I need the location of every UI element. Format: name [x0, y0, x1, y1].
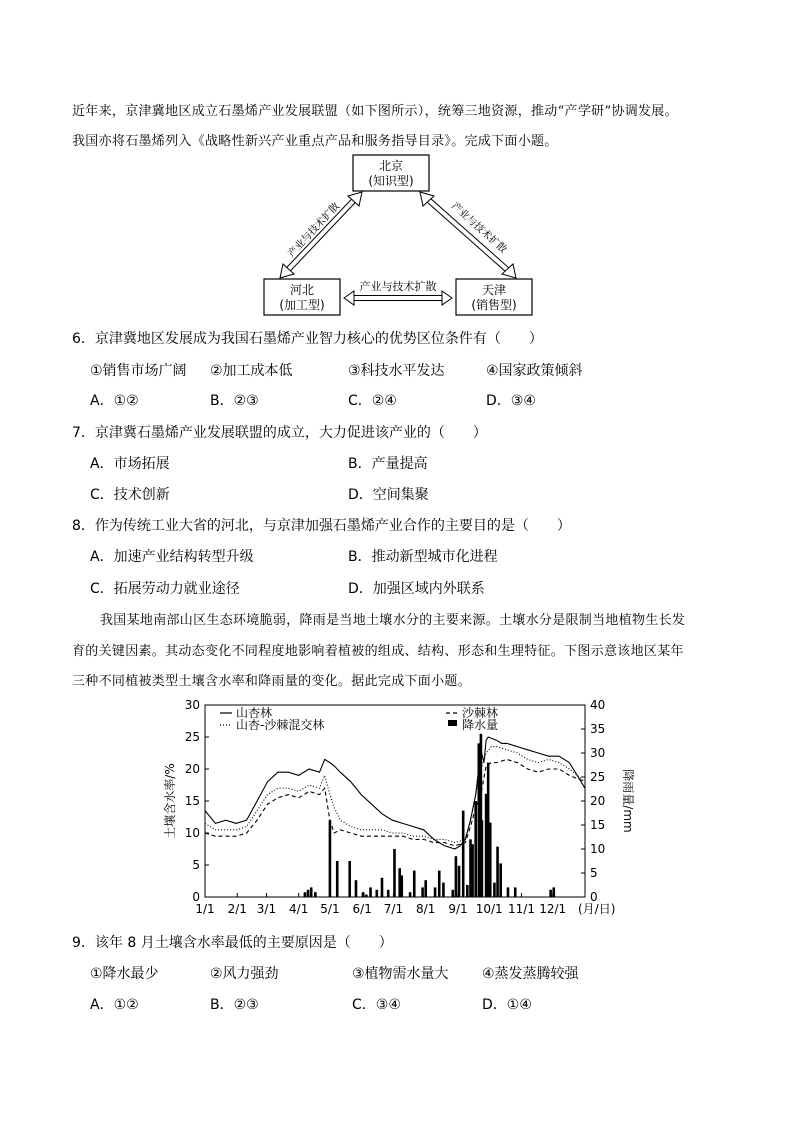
rainfall-bar — [455, 856, 458, 897]
tianjin-type: (销售型) — [471, 298, 517, 312]
arrow-beijing-hebei — [280, 192, 362, 278]
passage1-line2: 我国亦将石墨烯列入《战略性新兴产业重点产品和服务指导目录》。完成下面小题。 — [72, 134, 558, 149]
q6-option-c[interactable]: C．②④ — [348, 393, 397, 409]
rainfall-bar — [314, 892, 317, 897]
q6-option-a[interactable]: A．①② — [90, 393, 139, 409]
rainfall-bar — [409, 892, 412, 897]
y2-tick-label: 5 — [590, 866, 598, 880]
x-tick-label: 7/1 — [383, 902, 404, 916]
q6-item: ①销售市场广阔 — [90, 363, 187, 379]
rainfall-bar — [310, 887, 313, 897]
rainfall-bar — [507, 887, 510, 897]
hebei-type: (加工型) — [279, 298, 325, 312]
y-tick-label: 10 — [184, 826, 200, 840]
legend — [220, 705, 498, 732]
y2-tick-label: 0 — [590, 890, 598, 904]
rainfall-bar — [355, 880, 358, 897]
q8-option-c[interactable]: C．拓展劳动力就业途径 — [90, 581, 240, 597]
q8-option-b[interactable]: B．推动新型城市化进程 — [348, 549, 498, 565]
beijing-type: (知识型) — [368, 174, 414, 188]
passage2-line3: 三种不同植被类型土壤含水率和降雨量的变化。据此完成下面小题。 — [72, 674, 472, 689]
arrow-beijing-tianjin — [420, 192, 516, 278]
q9-item: ①降水最少 — [90, 966, 159, 982]
rainfall-bar — [400, 875, 403, 897]
x-tick-label: 8/1 — [416, 902, 436, 916]
rainfall-bar — [393, 849, 396, 897]
x-tick-label: 6/1 — [352, 902, 372, 916]
hebei-name: 河北 — [289, 283, 315, 297]
q6-item: ④国家政策倾斜 — [486, 363, 583, 379]
q7-stem: 7．京津冀石墨烯产业发展联盟的成立，大力促进该产业的（ ） — [72, 425, 487, 441]
beijing-name: 北京 — [378, 159, 404, 173]
legend-shaji: 沙棘林 — [462, 706, 499, 720]
rainfall-bar — [348, 861, 351, 897]
y-tick-label: 30 — [184, 698, 200, 712]
tianjin-name: 天津 — [481, 283, 507, 297]
rainfall-bar — [549, 890, 552, 897]
rainfall-bar — [424, 880, 427, 897]
q9-option-a[interactable]: A．①② — [90, 997, 139, 1013]
x-tick-label: 1/1 — [195, 902, 215, 916]
x-tick-label: 3/1 — [256, 902, 277, 916]
rainfall-bar — [489, 823, 492, 897]
rainfall-bar — [493, 883, 496, 897]
rainfall-bar — [387, 890, 390, 897]
rainfall-bar — [421, 887, 424, 897]
x-tick-label: 5/1 — [320, 902, 340, 916]
rainfall-bar — [304, 892, 307, 897]
industry-alliance-diagram — [250, 150, 550, 320]
y-axis-label: 土壤含水率/% — [163, 763, 177, 839]
q9-item: ③植物需水量大 — [352, 966, 449, 982]
passage1-line1: 近年来，京津冀地区成立石墨烯产业发展联盟（如下图所示），统筹三地资源，推动“产学研”协调发展。 — [72, 104, 678, 119]
y2-tick-label: 30 — [590, 746, 606, 760]
y-tick-label: 25 — [184, 730, 200, 744]
rainfall-bar — [458, 866, 461, 897]
y2-tick-label: 40 — [590, 698, 606, 712]
rainfall-bar — [462, 811, 465, 897]
q6-option-d[interactable]: D．③④ — [486, 393, 536, 409]
rainfall-bar — [451, 890, 454, 897]
q9-item: ②风力强劲 — [210, 966, 279, 982]
rainfall-bar — [381, 878, 384, 897]
x-tick-label: 11/1 — [508, 902, 535, 916]
x-tick-label: 4/1 — [289, 902, 309, 916]
q8-stem: 8．作为传统工业大省的河北，与京津加强石墨烯产业合作的主要目的是（ ） — [72, 518, 571, 534]
rainfall-bar — [413, 871, 416, 897]
rainfall-bar — [362, 892, 365, 897]
y2-axis-label: 降雨量/mm — [621, 769, 635, 833]
passage2-line2: 育的关键因素。其动态变化不同程度地影响着植被的组成、结构、形态和生理特征。下图示意该地区某年 — [72, 644, 684, 659]
y-tick-label: 0 — [192, 890, 200, 904]
q6-stem: 6．京津冀地区发展成为我国石墨烯产业智力核心的优势区位条件有（ ） — [72, 331, 543, 347]
q9-stem: 9．该年 8 月土壤含水率最低的主要原因是（ ） — [72, 935, 393, 951]
x-tick-label: 9/1 — [448, 902, 468, 916]
soil-moisture-chart — [150, 695, 650, 925]
x-tick-label: 10/1 — [475, 902, 503, 916]
rainfall-bar — [336, 861, 339, 897]
q6-item: ②加工成本低 — [210, 363, 293, 379]
q9-option-b[interactable]: B．②③ — [210, 997, 259, 1013]
rainfall-bar — [365, 895, 368, 897]
rainfall-bar — [499, 863, 502, 897]
y2-tick-label: 25 — [590, 770, 606, 784]
y2-tick-label: 35 — [590, 722, 606, 736]
passage2-line1: 我国某地南部山区生态环境脆弱，降雨是当地土壤水分的主要来源。土壤水分是限制当地植物生长发 — [100, 613, 686, 628]
rainfall-bar — [442, 883, 445, 897]
rainfall-bar — [496, 847, 499, 897]
arrow-label-left: 产业与技术扩散 — [286, 200, 343, 260]
arrow-label-right: 产业与技术扩散 — [448, 200, 509, 256]
q6-item: ③科技水平发达 — [348, 363, 445, 379]
x-axis-suffix: (月/日) — [578, 902, 616, 916]
series-line — [205, 737, 585, 849]
rainfall-bar — [434, 887, 437, 897]
y-tick-label: 5 — [192, 858, 200, 872]
rainfall-bar — [466, 885, 469, 897]
q8-option-d[interactable]: D．加强区域内外联系 — [348, 581, 485, 597]
rainfall-bar — [514, 887, 517, 897]
y-tick-label: 20 — [184, 762, 200, 776]
y2-tick-label: 15 — [590, 818, 606, 832]
rainfall-bar — [438, 871, 441, 897]
series-line — [205, 747, 585, 843]
q8-option-a[interactable]: A．加速产业结构转型升级 — [90, 549, 254, 565]
q9-option-d[interactable]: D．①④ — [482, 997, 532, 1013]
x-tick-label: 12/1 — [539, 902, 567, 916]
q7-option-c[interactable]: C．技术创新 — [90, 487, 170, 503]
legend-rain: 降水量 — [462, 718, 499, 732]
rainfall-bar — [369, 887, 372, 897]
y-tick-label: 15 — [184, 794, 200, 808]
y2-tick-label: 10 — [590, 842, 606, 856]
legend-shanxing: 山杏林 — [236, 706, 273, 720]
q7-option-b[interactable]: B．产量提高 — [348, 456, 428, 472]
rainfall-bar — [552, 887, 555, 897]
q9-option-c[interactable]: C．③④ — [352, 997, 401, 1013]
q7-option-a[interactable]: A．市场拓展 — [90, 456, 170, 472]
rainfall-bar — [481, 820, 484, 897]
rainfall-bar — [474, 801, 477, 897]
q7-option-d[interactable]: D．空间集聚 — [348, 487, 429, 503]
q9-item: ④蒸发蒸腾较强 — [482, 966, 579, 982]
arrow-label-bottom: 产业与技术扩散 — [359, 280, 437, 293]
rainfall-bar — [375, 890, 378, 897]
arrow-hebei-tianjin — [344, 291, 452, 305]
legend-mixed: 山杏-沙棘混交林 — [236, 718, 325, 732]
rainfall-bar — [471, 844, 474, 897]
rainfall-bar — [329, 820, 332, 897]
x-tick-label: 2/1 — [227, 902, 247, 916]
rainfall-bar — [307, 890, 310, 897]
q6-option-b[interactable]: B．②③ — [210, 393, 259, 409]
y2-tick-label: 20 — [590, 794, 606, 808]
